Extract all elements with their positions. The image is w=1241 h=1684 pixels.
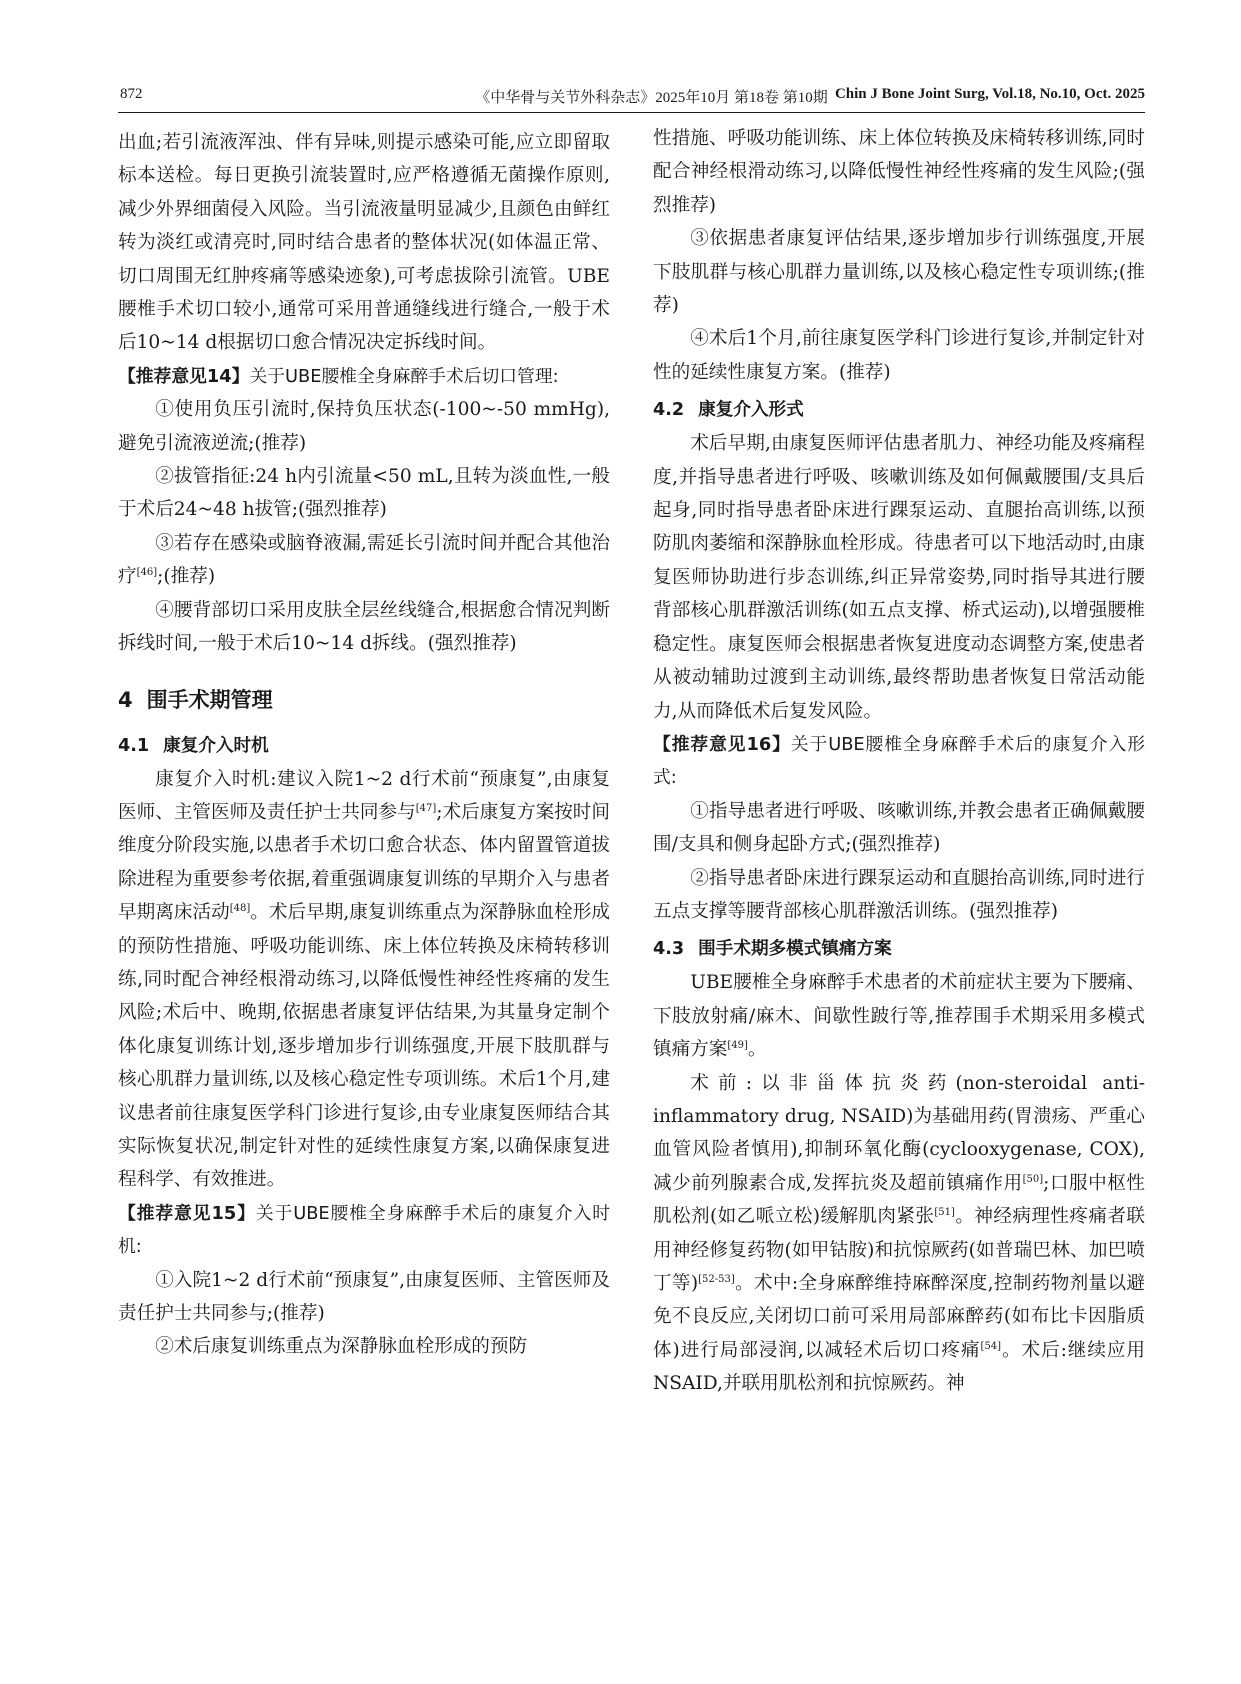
paragraph-analgesia-detail [653, 1067, 1145, 1401]
item-text: ③若存在感染或脑脊液漏,需延长引流时间并配合其他治疗 [118, 532, 610, 588]
recommendation-item: ②拔管指征:24 h内引流量<50 mL,且转为淡血性,一般于术后24~48 h拔管;(强烈推荐) [118, 466, 610, 521]
recommendation-item: ③依据患者康复评估结果,逐步增加步行训练强度,开展下肢肌群与核心肌群力量训练,以及核心稳定性专项训练;(推荐) [653, 228, 1145, 317]
recommendation-item: ④术后1个月,前往康复医学科门诊进行复诊,并制定针对性的延续性康复方案。(推荐) [653, 328, 1145, 383]
paragraph-text: 术前:以非甾体抗炎药(non-steroidal anti-inflammatory drug, NSAID)为基础用药(胃溃疡、严重心血管风险者慎用),抑制环氧化酶(cyclooxygenase, COX),减少前列腺素合成,发挥抗炎及超前镇痛作用 [653, 1072, 1145, 1194]
paragraph-text: 。术后早期,康复训练重点为深静脉血栓形成的预防性措施、呼吸功能训练、床上体位转换及床椅转移训练,同时配合神经根滑动练习,以降低慢性神经性疼痛的发生风险;术后中、晚期,依据患者康复评估结果,为其量身定制个体化康复训练计划,逐步增加步行训练强度,开展下肢肌群与核心肌群力量训练,以及核心稳定性专项训练。术后1个月,建议患者前往康复医学科门诊进行复诊,由专业康复医师结合其实际恢复状况,制定针对性的延续性康复方案,以确保康复进程科学、有效推进。 [118, 902, 610, 1191]
paragraph-rehab-timing [118, 763, 610, 1197]
recommendation-text: 关于UBE腰椎全身麻醉手术后的康复介入形式: [653, 733, 1146, 789]
recommendation-item: ①使用负压引流时,保持负压状态(-100~-50 mmHg),避免引流液逆流;(推荐) [118, 399, 610, 454]
paragraph-text: 。术中:全身麻醉维持麻醉深度,控制药物剂量以避免不良反应,关闭切口前可采用局部麻醉药(如布比卡因脂质体)进行局部浸润,以减轻术后切口疼痛 [653, 1273, 1145, 1361]
right-column [653, 122, 1145, 1401]
recommendation-item-continued: 性措施、呼吸功能训练、床上体位转换及床椅转移训练,同时配合神经根滑动练习,以降低慢性神经性疼痛的发生风险;(强烈推荐) [653, 128, 1145, 216]
recommendation-label: 【推荐意见16】 [653, 733, 791, 755]
section-heading-4 [118, 683, 610, 717]
subsection-title: 康复介入形式 [698, 400, 804, 421]
paragraph-text: 。 [747, 1039, 767, 1061]
citation: [47] [415, 802, 437, 814]
recommendation-14 [118, 360, 610, 393]
recommendation-item: ①入院1~2 d行术前“预康复”,由康复医师、主管医师及责任护士共同参与;(推荐) [118, 1269, 610, 1324]
section-number: 4 [118, 687, 133, 712]
subsection-heading-4-3 [653, 932, 1145, 966]
paragraph-text: 。术后:继续应用NSAID,并联用肌松剂和抗惊厥药。神 [653, 1339, 1145, 1395]
recommendation-label: 【推荐意见15】 [118, 1202, 256, 1224]
recommendation-item: ①指导患者进行呼吸、咳嗽训练,并教会患者正确佩戴腰围/支具和侧身起卧方式;(强烈推荐) [653, 800, 1145, 856]
journal-title-cn: 《中华骨与关节外科杂志》2025年10月 第18卷 第10期 [475, 90, 828, 106]
subsection-number: 4.2 [653, 400, 685, 421]
subsection-title: 围手术期多模式镇痛方案 [698, 939, 892, 960]
subsection-number: 4.1 [118, 735, 150, 756]
recommendation-text: 关于UBE腰椎全身麻醉手术后切口管理: [249, 365, 559, 387]
paragraph-text: ;口服中枢性肌松剂(如乙哌立松)缓解肌肉紧张 [653, 1172, 1145, 1228]
section-title: 围手术期管理 [146, 687, 273, 712]
paragraph-analgesia-intro [653, 966, 1145, 1066]
subsection-heading-4-2 [653, 393, 1145, 427]
citation: [50] [1022, 1173, 1044, 1185]
recommendation-15 [118, 1197, 610, 1264]
recommendation-text: 关于UBE腰椎全身麻醉手术后的康复介入时机: [118, 1202, 611, 1258]
recommendation-item: ②指导患者卧床进行踝泵运动和直腿抬高训练,同时进行五点支撑等腰背部核心肌群激活训练。(强烈推荐) [653, 867, 1145, 922]
recommendation-item: ④腰背部切口采用皮肤全层丝线缝合,根据愈合情况判断拆线时间,一般于术后10~14 d拆线。(强烈推荐) [118, 599, 610, 655]
paragraph-text: UBE腰椎全身麻醉手术患者的术前症状主要为下腰痛、下肢放射痛/麻木、间歇性跛行等,推荐围手术期采用多模式镇痛方案 [653, 972, 1145, 1061]
subsection-title: 康复介入时机 [163, 735, 269, 756]
paragraph-text: ;术后康复方案按时间维度分阶段实施,以患者手术切口愈合状态、体内留置管道拔除进程为重要参考依据,着重强调康复训练的早期介入与患者早期离床活动 [118, 801, 610, 924]
citation: [49] [727, 1039, 748, 1051]
citation: [52-53] [698, 1273, 735, 1285]
left-column [118, 126, 610, 1364]
subsection-heading-4-1 [118, 729, 610, 763]
recommendation-item [118, 527, 610, 594]
paragraph-text: 康复介入时机:建议入院1~2 d行术前“预康复”,由康复医师、主管医师及责任护士共同参与 [118, 768, 610, 823]
citation: [48] [229, 902, 251, 914]
citation: [54] [980, 1340, 1002, 1352]
citation: [46] [136, 567, 158, 579]
paragraph-drainage: 出血;若引流液浑浊、伴有异味,则提示感染可能,应立即留取标本送检。每日更换引流装置时,应严格遵循无菌操作原则,减少外界细菌侵入风险。当引流液量明显减少,且颜色由鲜红转为淡红或清亮时,同时结合患者的整体状况(如体温正常、切口周围无红肿疼痛等感染迹象),可考虑拔除引流管。UBE腰椎手术切口较小,通常可采用普通缝线进行缝合,一般于术后10~14 d根据切口愈合情况决定拆线时间。 [118, 132, 610, 354]
recommendation-label: 【推荐意见14】 [118, 365, 250, 387]
journal-title-en: Chin J Bone Joint Surg, Vol.18, No.10, Oct. 2025 [834, 86, 1145, 102]
running-header [118, 78, 1145, 113]
subsection-number: 4.3 [653, 939, 685, 960]
page-number: 872 [120, 86, 143, 102]
citation: [51] [934, 1207, 955, 1218]
item-text: ;(推荐) [157, 566, 216, 588]
recommendation-item: ②术后康复训练重点为深静脉血栓形成的预防 [155, 1336, 528, 1358]
paragraph-text: 。神经病理性疼痛者联用神经修复药物(如甲钴胺)和抗惊厥药(如普瑞巴林、加巴喷丁等) [653, 1206, 1145, 1294]
recommendation-16 [653, 728, 1145, 795]
paragraph-rehab-form: 术后早期,由康复医师评估患者肌力、神经功能及疼痛程度,并指导患者进行呼吸、咳嗽训练及如何佩戴腰围/支具后起身,同时指导患者卧床进行踝泵运动、直腿抬高训练,以预防肌肉萎缩和深静脉血栓形成。待患者可以下地活动时,由康复医师协助进行步态训练,纠正异常姿势,同时指导其进行腰背部核心肌群激活训练(如五点支撑、桥式运动),以增强腰椎稳定性。康复医师会根据患者恢复进度动态调整方案,使患者从被动辅助过渡到主动训练,最终帮助患者恢复日常活动能力,从而降低术后复发风险。 [653, 433, 1145, 722]
